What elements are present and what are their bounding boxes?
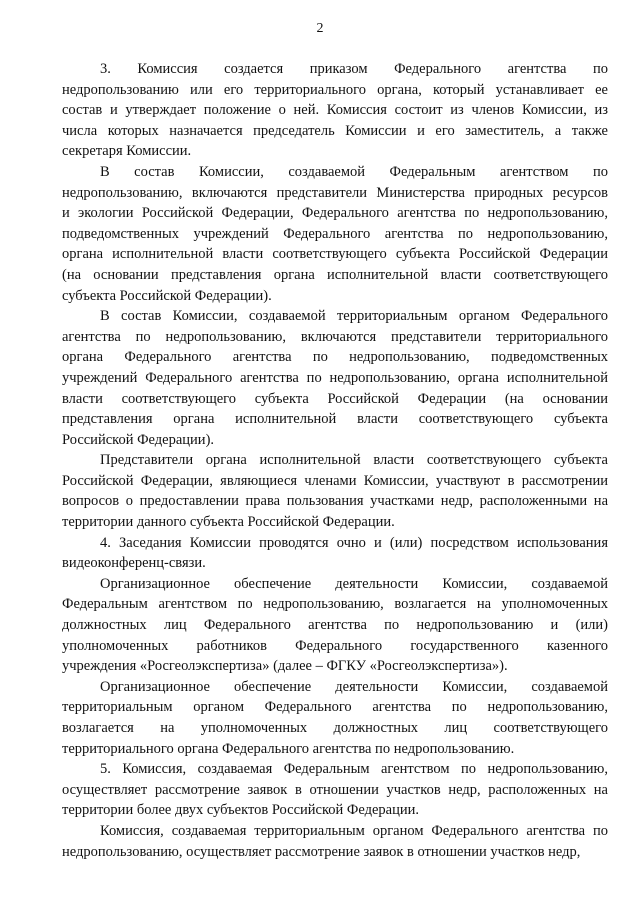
page-number: 2	[316, 21, 324, 36]
text-line: Представители органа исполнительной власти соответствующего субъекта	[100, 452, 608, 469]
text-line: 3. Комиссия создается приказом Федерального агентства по	[100, 61, 608, 77]
text-line: представления органа исполнительной власти соответствующего субъекта	[62, 411, 608, 428]
paragraph	[62, 677, 608, 759]
text-line: Организационное обеспечение деятельности Комиссии, создаваемой	[100, 575, 608, 592]
text-line: подведомственных учреждений Федерального агентства по недропользованию,	[62, 225, 608, 242]
document-body	[62, 59, 608, 862]
text-line: 4. Заседания Комиссии проводятся очно и (или) посредством использования	[100, 534, 608, 551]
paragraph	[62, 574, 608, 677]
text-line: и экологии Российской Федерации, Федерального агентства по недропользованию,	[62, 205, 608, 222]
text-line: территориальным органом Федерального агентства по недропользованию,	[62, 699, 608, 716]
text-line: В состав Комиссии, создаваемой территориальным органом Федерального	[100, 308, 608, 325]
text-line: территории более двух субъектов Российской Федерации.	[62, 802, 420, 819]
text-line: возлагается на уполномоченных должностных лиц соответствующего	[62, 720, 608, 736]
text-line: уполномоченных работников Федерального государственного казенного	[62, 637, 608, 654]
text-line: органа Федерального агентства по недропользованию, подведомственных	[62, 349, 608, 366]
text-line: вопросов о предоставлении права пользования участками недр, расположенными на	[62, 493, 608, 510]
text-line: власти соответствующего субъекта Российской Федерации (на основании	[62, 390, 608, 407]
paragraph	[62, 306, 608, 450]
text-line: Комиссия, создаваемая территориальным органом Федерального агентства по	[100, 822, 608, 839]
paragraph	[62, 450, 608, 532]
text-line: учреждения «Росгеолэкспертиза» (далее – ФГКУ «Росгеолэкспертиза»).	[62, 658, 508, 675]
text-line: территории данного субъекта Российской Федерации.	[62, 514, 395, 531]
text-line: 5. Комиссия, создаваемая Федеральным агентством по недропользованию,	[100, 761, 608, 778]
text-line: органа исполнительной власти соответствующего субъекта Российской Федерации	[62, 246, 608, 263]
text-line: субъекта Российской Федерации).	[62, 287, 272, 304]
text-line: недропользованию, включаются представители Министерства природных ресурсов	[62, 184, 608, 201]
text-line: осуществляет рассмотрение заявок в отношении участков недр, расположенных на	[62, 781, 608, 798]
paragraph	[62, 162, 608, 306]
text-line: Российской Федерации, являющиеся членами Комиссии, участвуют в рассмотрении	[62, 472, 608, 489]
text-line: Федеральным агентством по недропользованию, возлагается на уполномоченных	[62, 596, 608, 613]
text-line: секретаря Комиссии.	[62, 143, 192, 160]
text-line: Российской Федерации).	[62, 431, 215, 448]
paragraph	[62, 533, 608, 574]
text-line: недропользованию или его территориального органа, который устанавливает ее	[62, 81, 608, 98]
text-line: агентства по недропользованию, включаются представители территориального	[62, 328, 608, 345]
text-line: должностных лиц Федерального агентства по недропользованию и (или)	[62, 617, 608, 634]
text-line: В состав Комиссии, создаваемой Федеральным агентством по	[100, 163, 608, 180]
paragraph	[62, 821, 608, 862]
paragraph	[62, 759, 608, 821]
text-line: числа которых назначается председатель Комиссии и его заместитель, а также	[62, 122, 608, 139]
text-line: недропользованию, осуществляет рассмотрение заявок в отношении участков недр,	[62, 843, 581, 860]
text-line: видеоконференц-связи.	[62, 555, 206, 572]
text-line: состав и утверждает положение о ней. Комиссия состоит из членов Комиссии, из	[62, 102, 608, 119]
text-line: Организационное обеспечение деятельности Комиссии, создаваемой	[100, 678, 608, 695]
text-line: учреждений Федерального агентства по недропользованию, органа исполнительной	[62, 369, 608, 386]
paragraph	[62, 59, 608, 162]
text-line: (на основании представления органа исполнительной власти соответствующего	[62, 266, 608, 283]
text-line: территориального органа Федерального агентства по недропользованию.	[62, 740, 515, 757]
